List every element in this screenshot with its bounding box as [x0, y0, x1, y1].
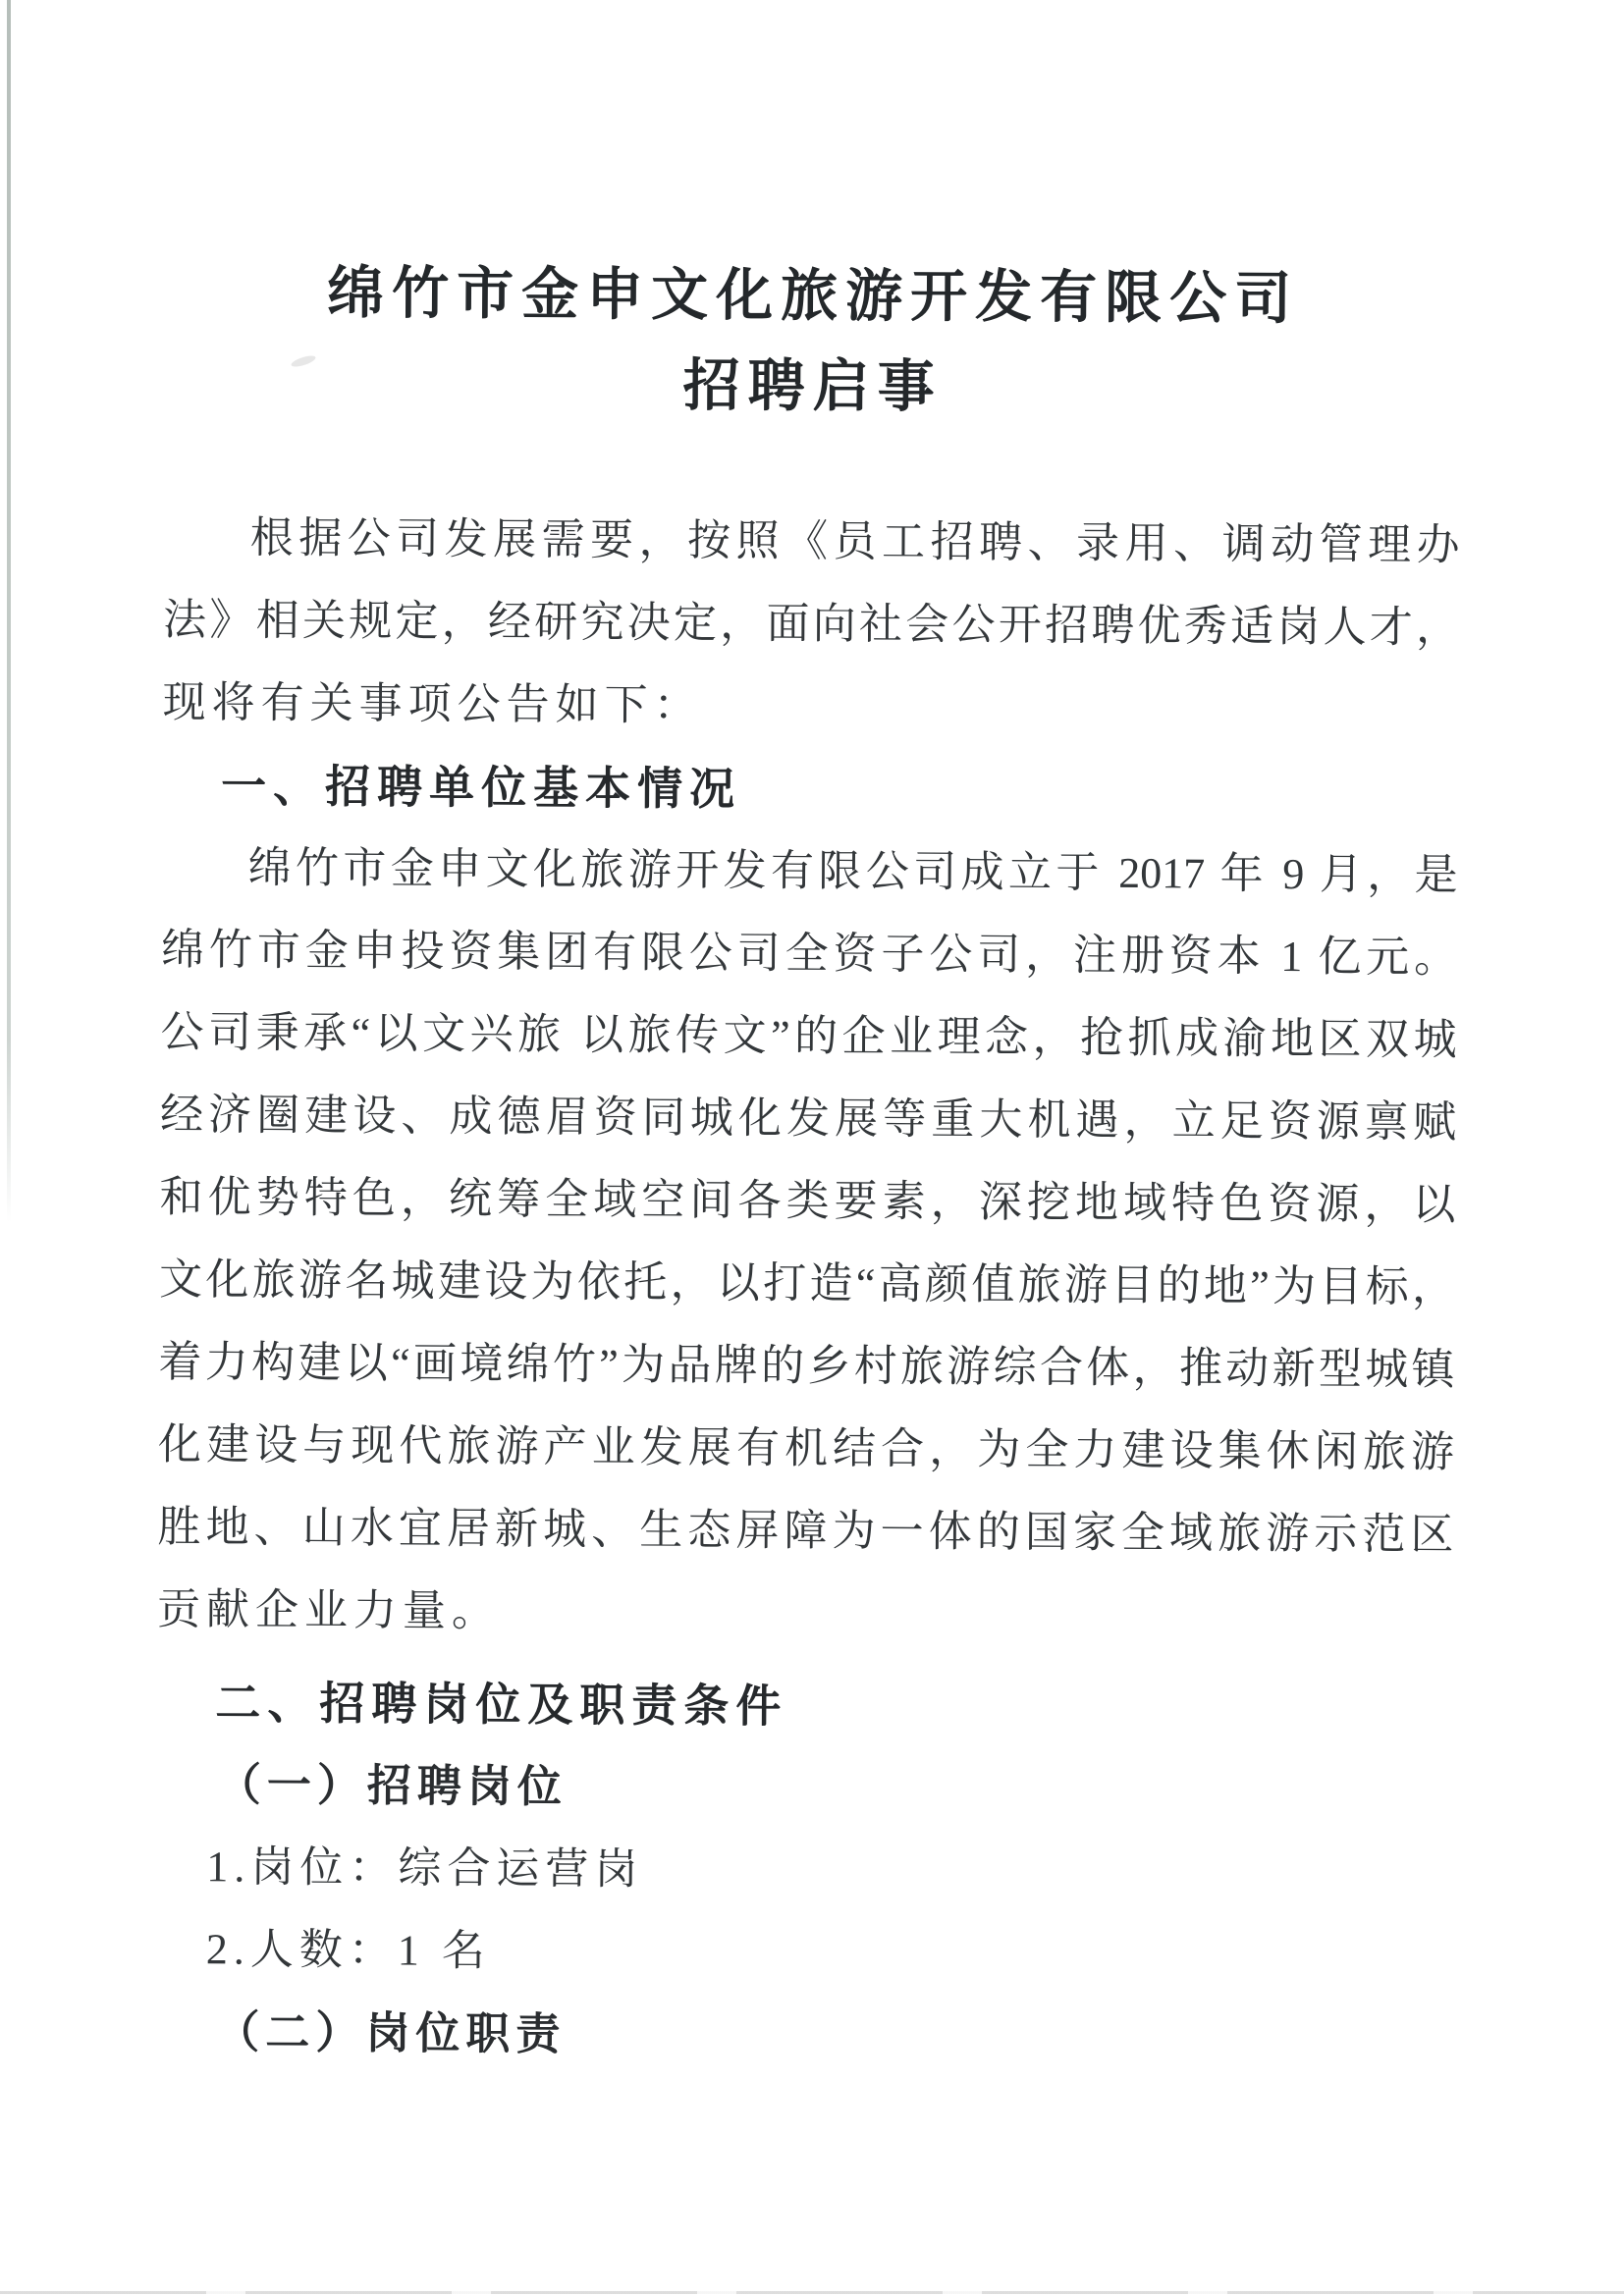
section-2-heading: 二、招聘岗位及职责条件: [215, 1677, 788, 1732]
paragraph-2-line: 文化旅游名城建设为依托，以打造“高颜值旅游目的地”为目标，: [158, 1255, 1456, 1312]
title-line-2: 招聘启事: [682, 353, 943, 419]
paragraph-1-line: 现将有关事项公告如下：: [162, 677, 703, 730]
document-content: [154, 0, 1463, 2081]
paragraph-2-line: 公司秉承“以文兴旅 以旅传文”的企业理念，抢抓成渝地区双城: [160, 1007, 1457, 1065]
paragraph-2-line: 贡献企业力量。: [156, 1584, 502, 1636]
paragraph-2-line: 和优势特色，统筹全域空间各类要素，深挖地域特色资源，以: [159, 1172, 1456, 1230]
paragraph-2-line: 着力构建以“画境绵竹”为品牌的乡村旅游综合体，推动新型城镇: [158, 1337, 1455, 1395]
headcount-item: 2.人数：1 名: [205, 1925, 492, 1976]
scan-edge-artifact-left: [7, 0, 11, 1222]
subsection-1-heading: （一）招聘岗位: [216, 1760, 568, 1812]
scan-edge-artifact-bottom: [0, 2291, 1624, 2294]
paragraph-2-line: 绵竹市金申投资集团有限公司全资子公司，注册资本 1 亿元。: [160, 925, 1458, 983]
document-title: [164, 247, 1461, 436]
paragraph-1-line: 法》相关规定，经研究决定，面向社会公开招聘优秀适岗人才，: [162, 595, 1460, 653]
paragraph-2-line: 胜地、山水宜居新城、生态屏障为一体的国家全域旅游示范区: [157, 1502, 1454, 1560]
paragraph-1-line: 根据公司发展需要，按照《员工招聘、录用、调动管理办: [249, 513, 1460, 570]
subsection-2-heading: （二）岗位职责: [215, 2007, 567, 2059]
title-line-1: 绵竹市金申文化旅游开发有限公司: [326, 261, 1300, 332]
document-body: [154, 497, 1460, 2081]
paragraph-2-line: 绵竹市金申文化旅游开发有限公司成立于 2017 年 9 月，是: [247, 843, 1458, 900]
section-1-heading: 一、招聘单位基本情况: [220, 760, 742, 815]
paragraph-2-line: 经济圈建设、成德眉资同城化发展等重大机遇，立足资源禀赋: [159, 1090, 1457, 1148]
paragraph-2-line: 化建设与现代旅游产业发展有机结合，为全力建设集休闲旅游: [157, 1419, 1455, 1477]
position-item: 1.岗位：综合运营岗: [206, 1842, 644, 1894]
